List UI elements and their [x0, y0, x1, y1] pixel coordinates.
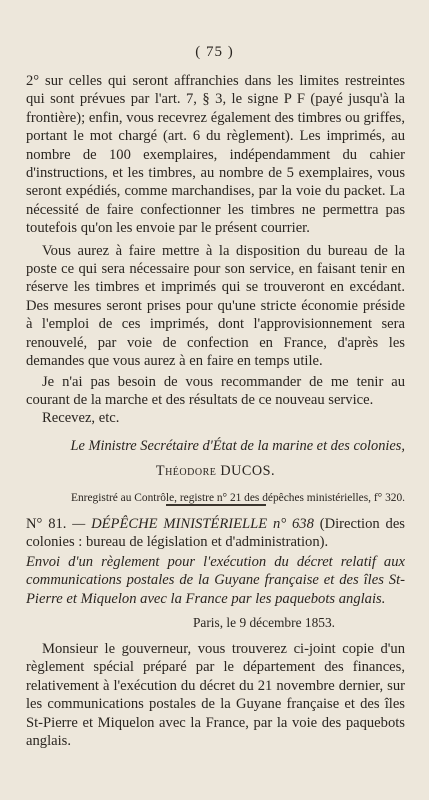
paragraph-3: Je n'ai pas besoin de vous recommander de me tenir au courant de la marche et des résultats de ce nouveau service.	[26, 373, 405, 408]
paragraph-2: Vous aurez à faire mettre à la disposition du bureau de la poste ce qui sera nécessaire pour son service, en faisant tenir en réserve les timbres et imprimés qui se trouveront en excédant. Des mesures seront prises pour qu'une stricte économie préside à l'emploi de ces imprimés, dont l'approvisionnement sera renouvelé, par voie de confection en France, d'après les demandes que vous aurez à en faire en temps utile.	[26, 242, 405, 370]
registration-note: Enregistré au Contrôle, registre n° 21 des dépêches ministérielles, f° 320.	[71, 492, 405, 504]
dispatch-body: Monsieur le gouverneur, vous trouverez ci-joint copie d'un règlement spécial préparé par le département des finances, relativement à l'exécution du décret du 21 novembre dernier, sur les communications postales de la Guyane française et des îles St-Pierre et Miquelon avec la France, par la voie des paquebots anglais.	[26, 641, 405, 750]
signature-block	[26, 437, 405, 506]
dispatch-direction: (Direction des colonies : bureau de législation et d'administration).	[26, 516, 405, 551]
dispatch-title-number: n° 638	[267, 516, 314, 532]
signature-first-name: Théodore	[155, 463, 217, 479]
paragraph-4: Recevez, etc.	[42, 410, 120, 427]
page-number: ( 75 )	[195, 44, 234, 60]
dispatch-heading	[26, 515, 405, 552]
letter-body	[26, 72, 405, 428]
dispatch-number: N° 81.	[26, 516, 67, 532]
signature-name	[26, 462, 405, 481]
section-divider	[166, 504, 266, 506]
dispatch-date: Paris, le 9 décembre 1853.	[192, 615, 335, 631]
signature-last-name: DUCOS.	[220, 463, 276, 479]
dispatch-title: — DÉPÊCHE MINISTÉRIELLE	[66, 516, 268, 532]
paragraph-1: 2° sur celles qui seront affranchies dans les limites restreintes qui sont prévues par l'art. 7, § 3, le signe P F (payé jusqu'à la frontière); enfin, vous recevrez également des timbres ou griffes, portant le mot chargé (art. 6 du règlement). Les imprimés, au nombre de 100 exemplaires, indépendamment du cahier d'instructions, et les timbres, au nombre de 5 exemplaires, vous seront expédiés, comme marchandises, par la voie du packet. La nécessité de faire confectionner les timbres ne permettra pas toutefois qu'on les envoie par le présent courrier.	[26, 73, 405, 237]
signature-title: Le Ministre Secrétaire d'État de la marine et des colonies,	[70, 438, 405, 454]
dispatch-section	[26, 515, 405, 750]
dispatch-summary: Envoi d'un règlement pour l'exécution du décret relatif aux communications postales de la Guyane française et des îles St-Pierre et Miquelon avec la France par les paquebots anglais.	[26, 553, 405, 607]
